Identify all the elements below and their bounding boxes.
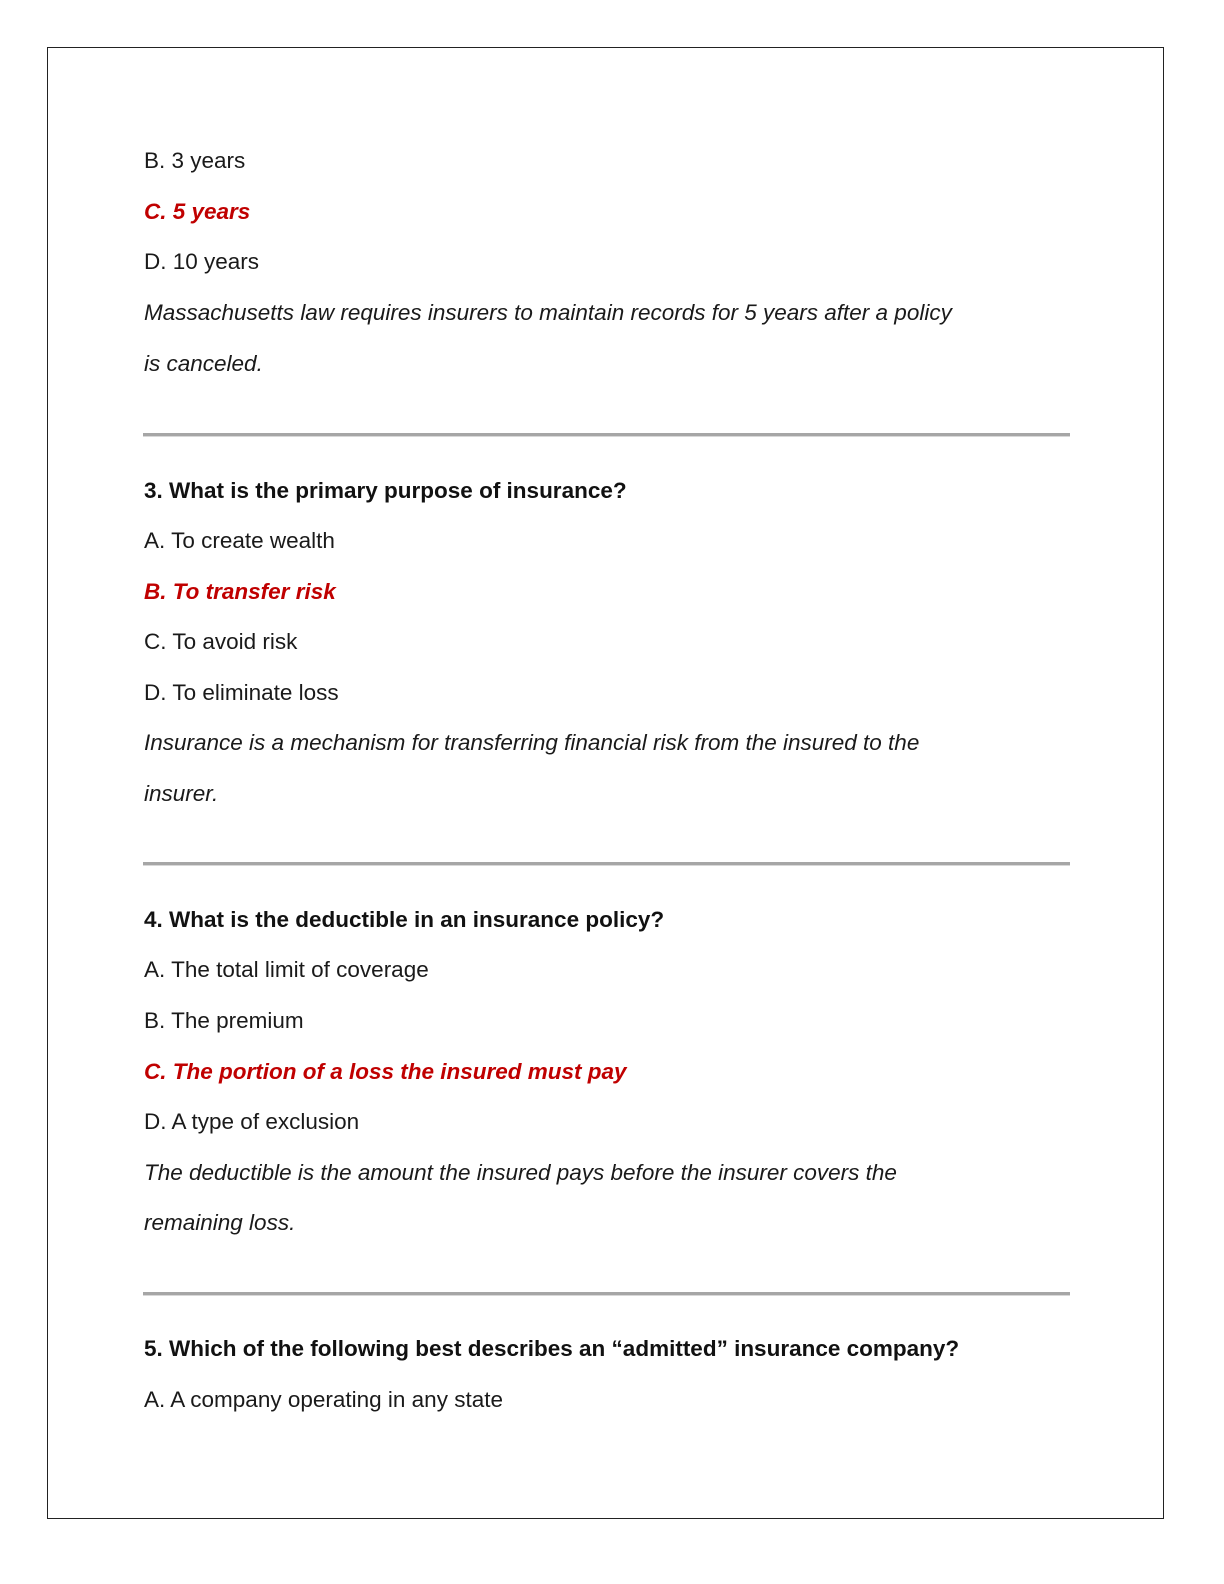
prev-option-d: D. 10 years	[144, 249, 260, 274]
q4-option-a: A. The total limit of coverage	[144, 957, 429, 982]
prev-explanation-line-1: Massachusetts law requires insurers to maintain records for 5 years after a policy	[144, 300, 952, 325]
q4-explanation-line-2: remaining loss.	[144, 1210, 296, 1235]
q4-option-d: D. A type of exclusion	[144, 1109, 360, 1134]
q5-option-a: A. A company operating in any state	[144, 1387, 503, 1412]
question-4-title: 4. What is the deductible in an insurance policy?	[144, 907, 665, 932]
prev-option-b: B. 3 years	[144, 148, 246, 173]
divider-1	[143, 433, 1070, 436]
q3-explanation-line-1: Insurance is a mechanism for transferring financial risk from the insured to the	[144, 730, 920, 755]
q3-explanation-line-2: insurer.	[144, 781, 219, 806]
prev-explanation-line-2: is canceled.	[144, 351, 263, 376]
prev-option-c-correct: C. 5 years	[144, 199, 251, 224]
q3-option-a: A. To create wealth	[144, 528, 335, 553]
q3-option-d: D. To eliminate loss	[144, 680, 339, 705]
divider-3	[143, 1292, 1070, 1295]
question-5-title: 5. Which of the following best describes an “admitted” insurance company?	[144, 1336, 960, 1361]
q4-explanation-line-1: The deductible is the amount the insured pays before the insurer covers the	[144, 1160, 897, 1185]
q3-option-b-correct: B. To transfer risk	[144, 579, 336, 604]
q4-option-b: B. The premium	[144, 1008, 304, 1033]
divider-2	[143, 862, 1070, 865]
question-3-title: 3. What is the primary purpose of insurance?	[144, 478, 627, 503]
q4-option-c-correct: C. The portion of a loss the insured must pay	[144, 1059, 627, 1084]
q3-option-c: C. To avoid risk	[144, 629, 298, 654]
